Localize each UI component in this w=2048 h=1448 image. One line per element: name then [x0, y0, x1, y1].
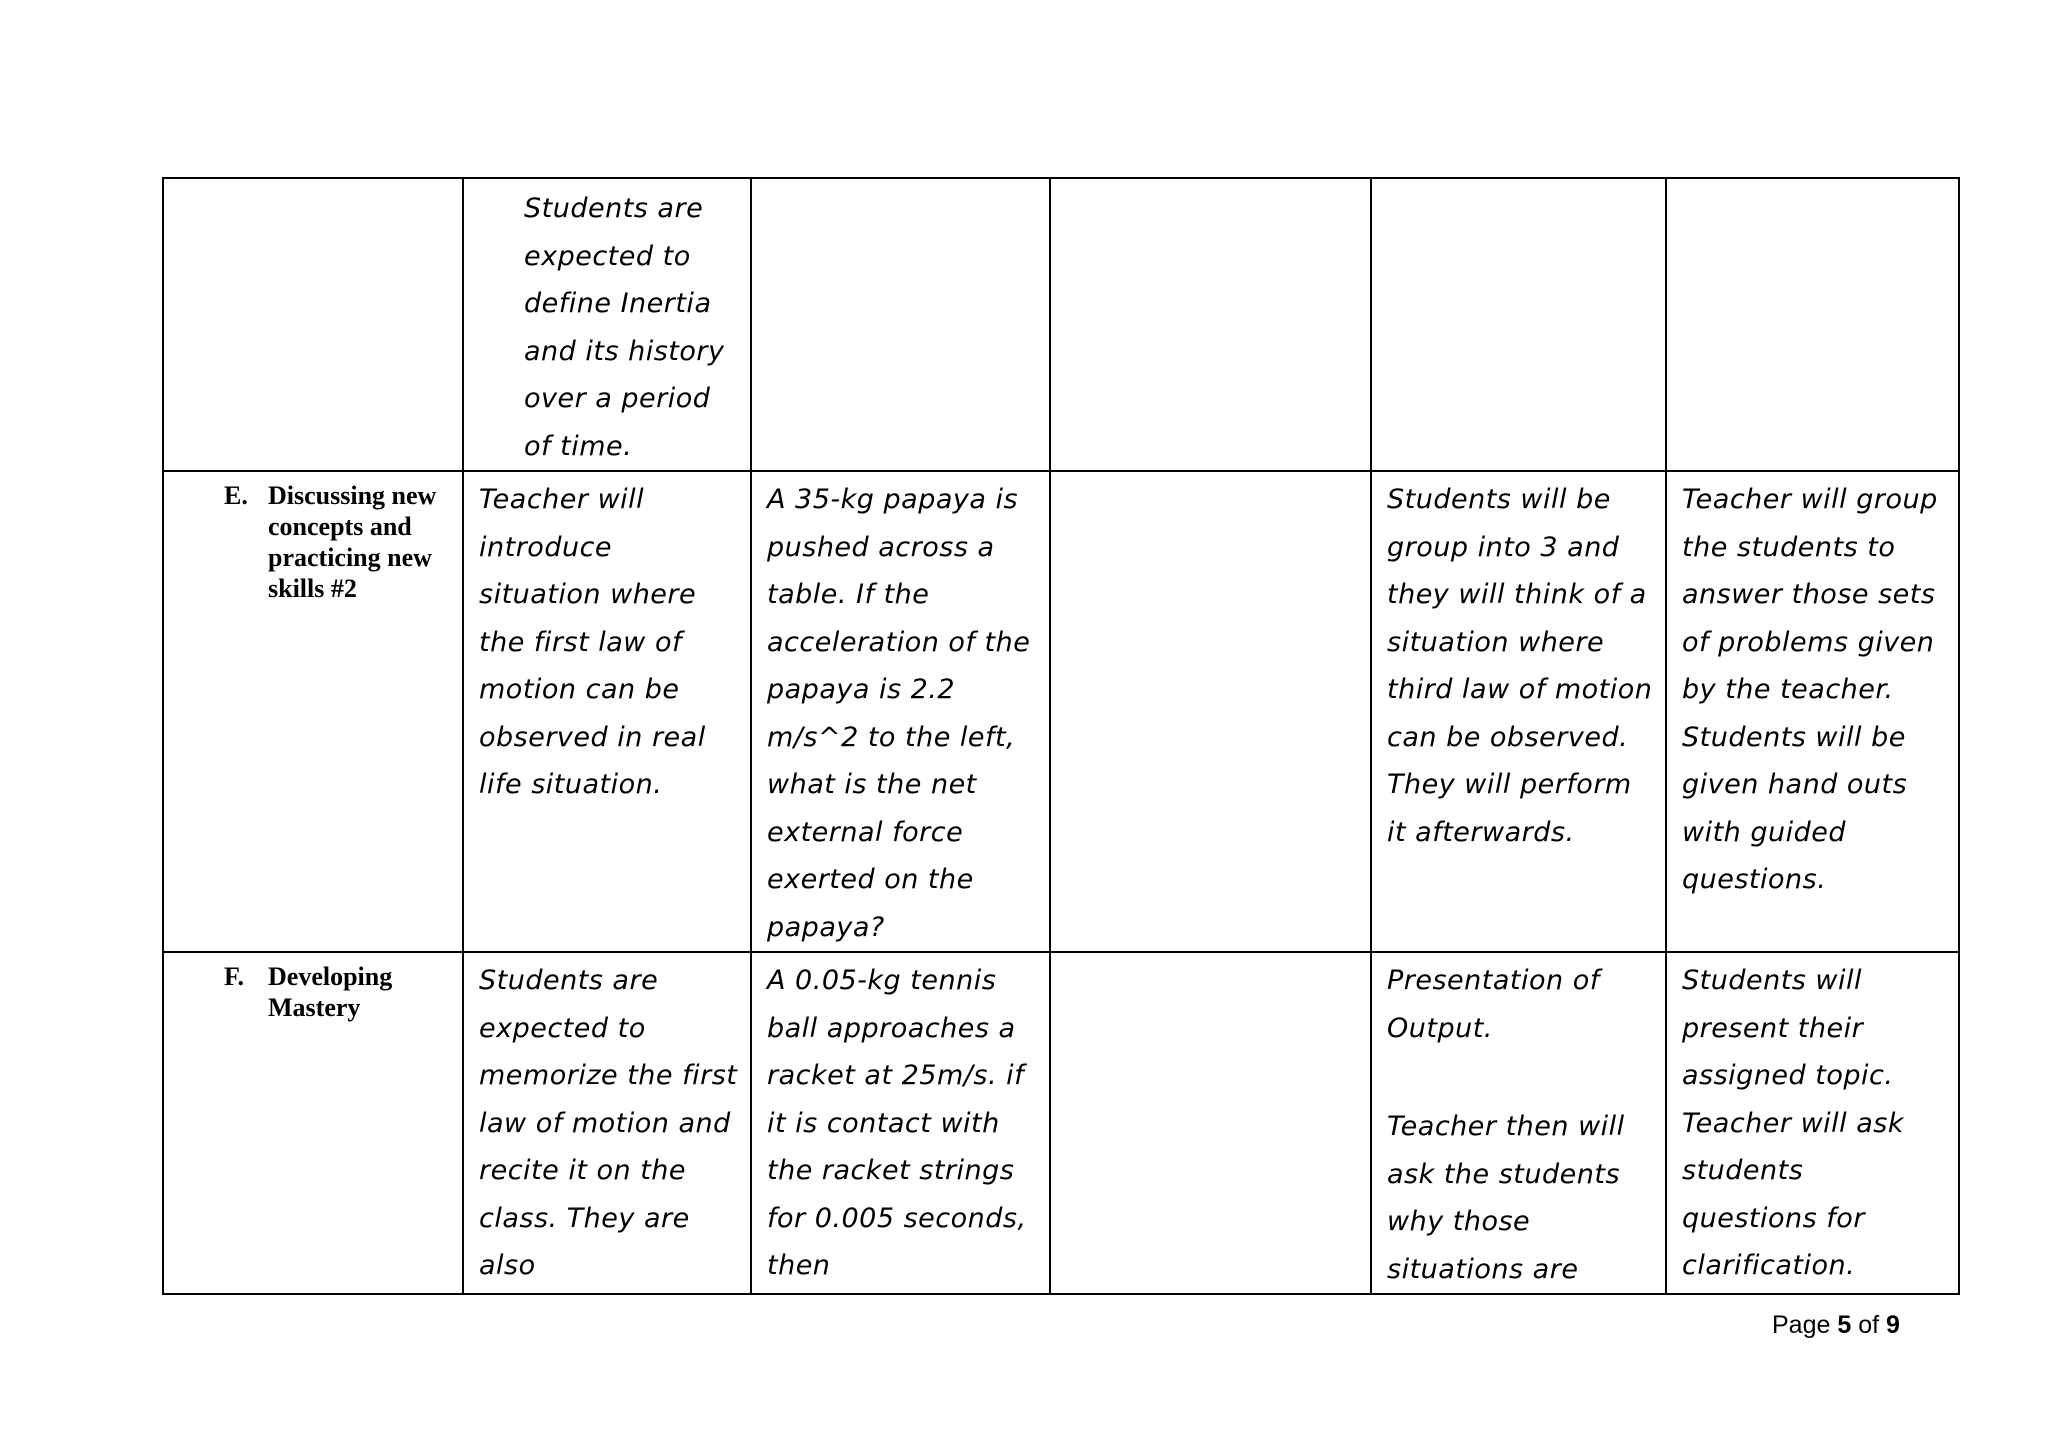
table-row [163, 178, 1959, 471]
cell-text: Students will be group into 3 and they will think of a situation where third law of motion can be observed. They will perform it afterwards. [1387, 484, 1653, 848]
cell-text: A 35-kg papaya is pushed across a table. If the acceleration of the papaya is 2.2 m/s^2 to the left, what is the net external force exerted on the papaya? [767, 484, 1031, 943]
table-cell [1050, 952, 1371, 1294]
table-cell [751, 471, 1050, 952]
table-cell [1371, 178, 1666, 471]
row-label: Discussing new concepts and practicing new skills #2 [268, 481, 437, 603]
table-cell [463, 952, 751, 1294]
lesson-plan-table [162, 177, 1960, 1295]
table-cell [751, 178, 1050, 471]
cell-text: Teacher will group the students to answer those sets of problems given by the teacher. Students will be given hand outs with guided questions. [1682, 484, 1938, 895]
total-pages: 9 [1886, 1311, 1900, 1339]
cell-text: Students are expected to define Inertia and its history over a period of time. [524, 193, 725, 462]
table-cell [1050, 178, 1371, 471]
table-cell [1050, 471, 1371, 952]
row-letter: F. [224, 962, 244, 991]
row-label-cell [163, 952, 463, 1294]
row-letter: E. [224, 481, 248, 510]
table-cell [751, 952, 1050, 1294]
cell-text: Teacher will introduce situation where the first law of motion can be observed in real life situation. [479, 484, 706, 800]
table-cell [1371, 952, 1666, 1294]
cell-text: A 0.05-kg tennis ball approaches a racket at 25m/s. if it is contact with the racket strings for 0.005 seconds, then [767, 965, 1027, 1281]
cell-text: Teacher then will ask the students why those situations are [1387, 1111, 1625, 1285]
table-row [163, 471, 1959, 952]
table-cell [1666, 952, 1959, 1294]
table-cell [463, 471, 751, 952]
cell-text: Presentation of Output. [1387, 965, 1600, 1044]
table-cell [463, 178, 751, 471]
table-cell [1666, 471, 1959, 952]
row-label: Developing Mastery [268, 962, 393, 1022]
current-page: 5 [1837, 1311, 1852, 1339]
row-label-cell [163, 178, 463, 471]
table-cell [1666, 178, 1959, 471]
cell-text: Students are expected to memorize the first law of motion and recite it on the class. They are also [479, 965, 738, 1281]
page-number: Page 5 of 9 [1772, 1311, 1900, 1339]
cell-text: Students will present their assigned topic. Teacher will ask students questions for clarification. [1682, 965, 1904, 1281]
table-row [163, 952, 1959, 1294]
table-cell [1371, 471, 1666, 952]
row-label-cell [163, 471, 463, 952]
